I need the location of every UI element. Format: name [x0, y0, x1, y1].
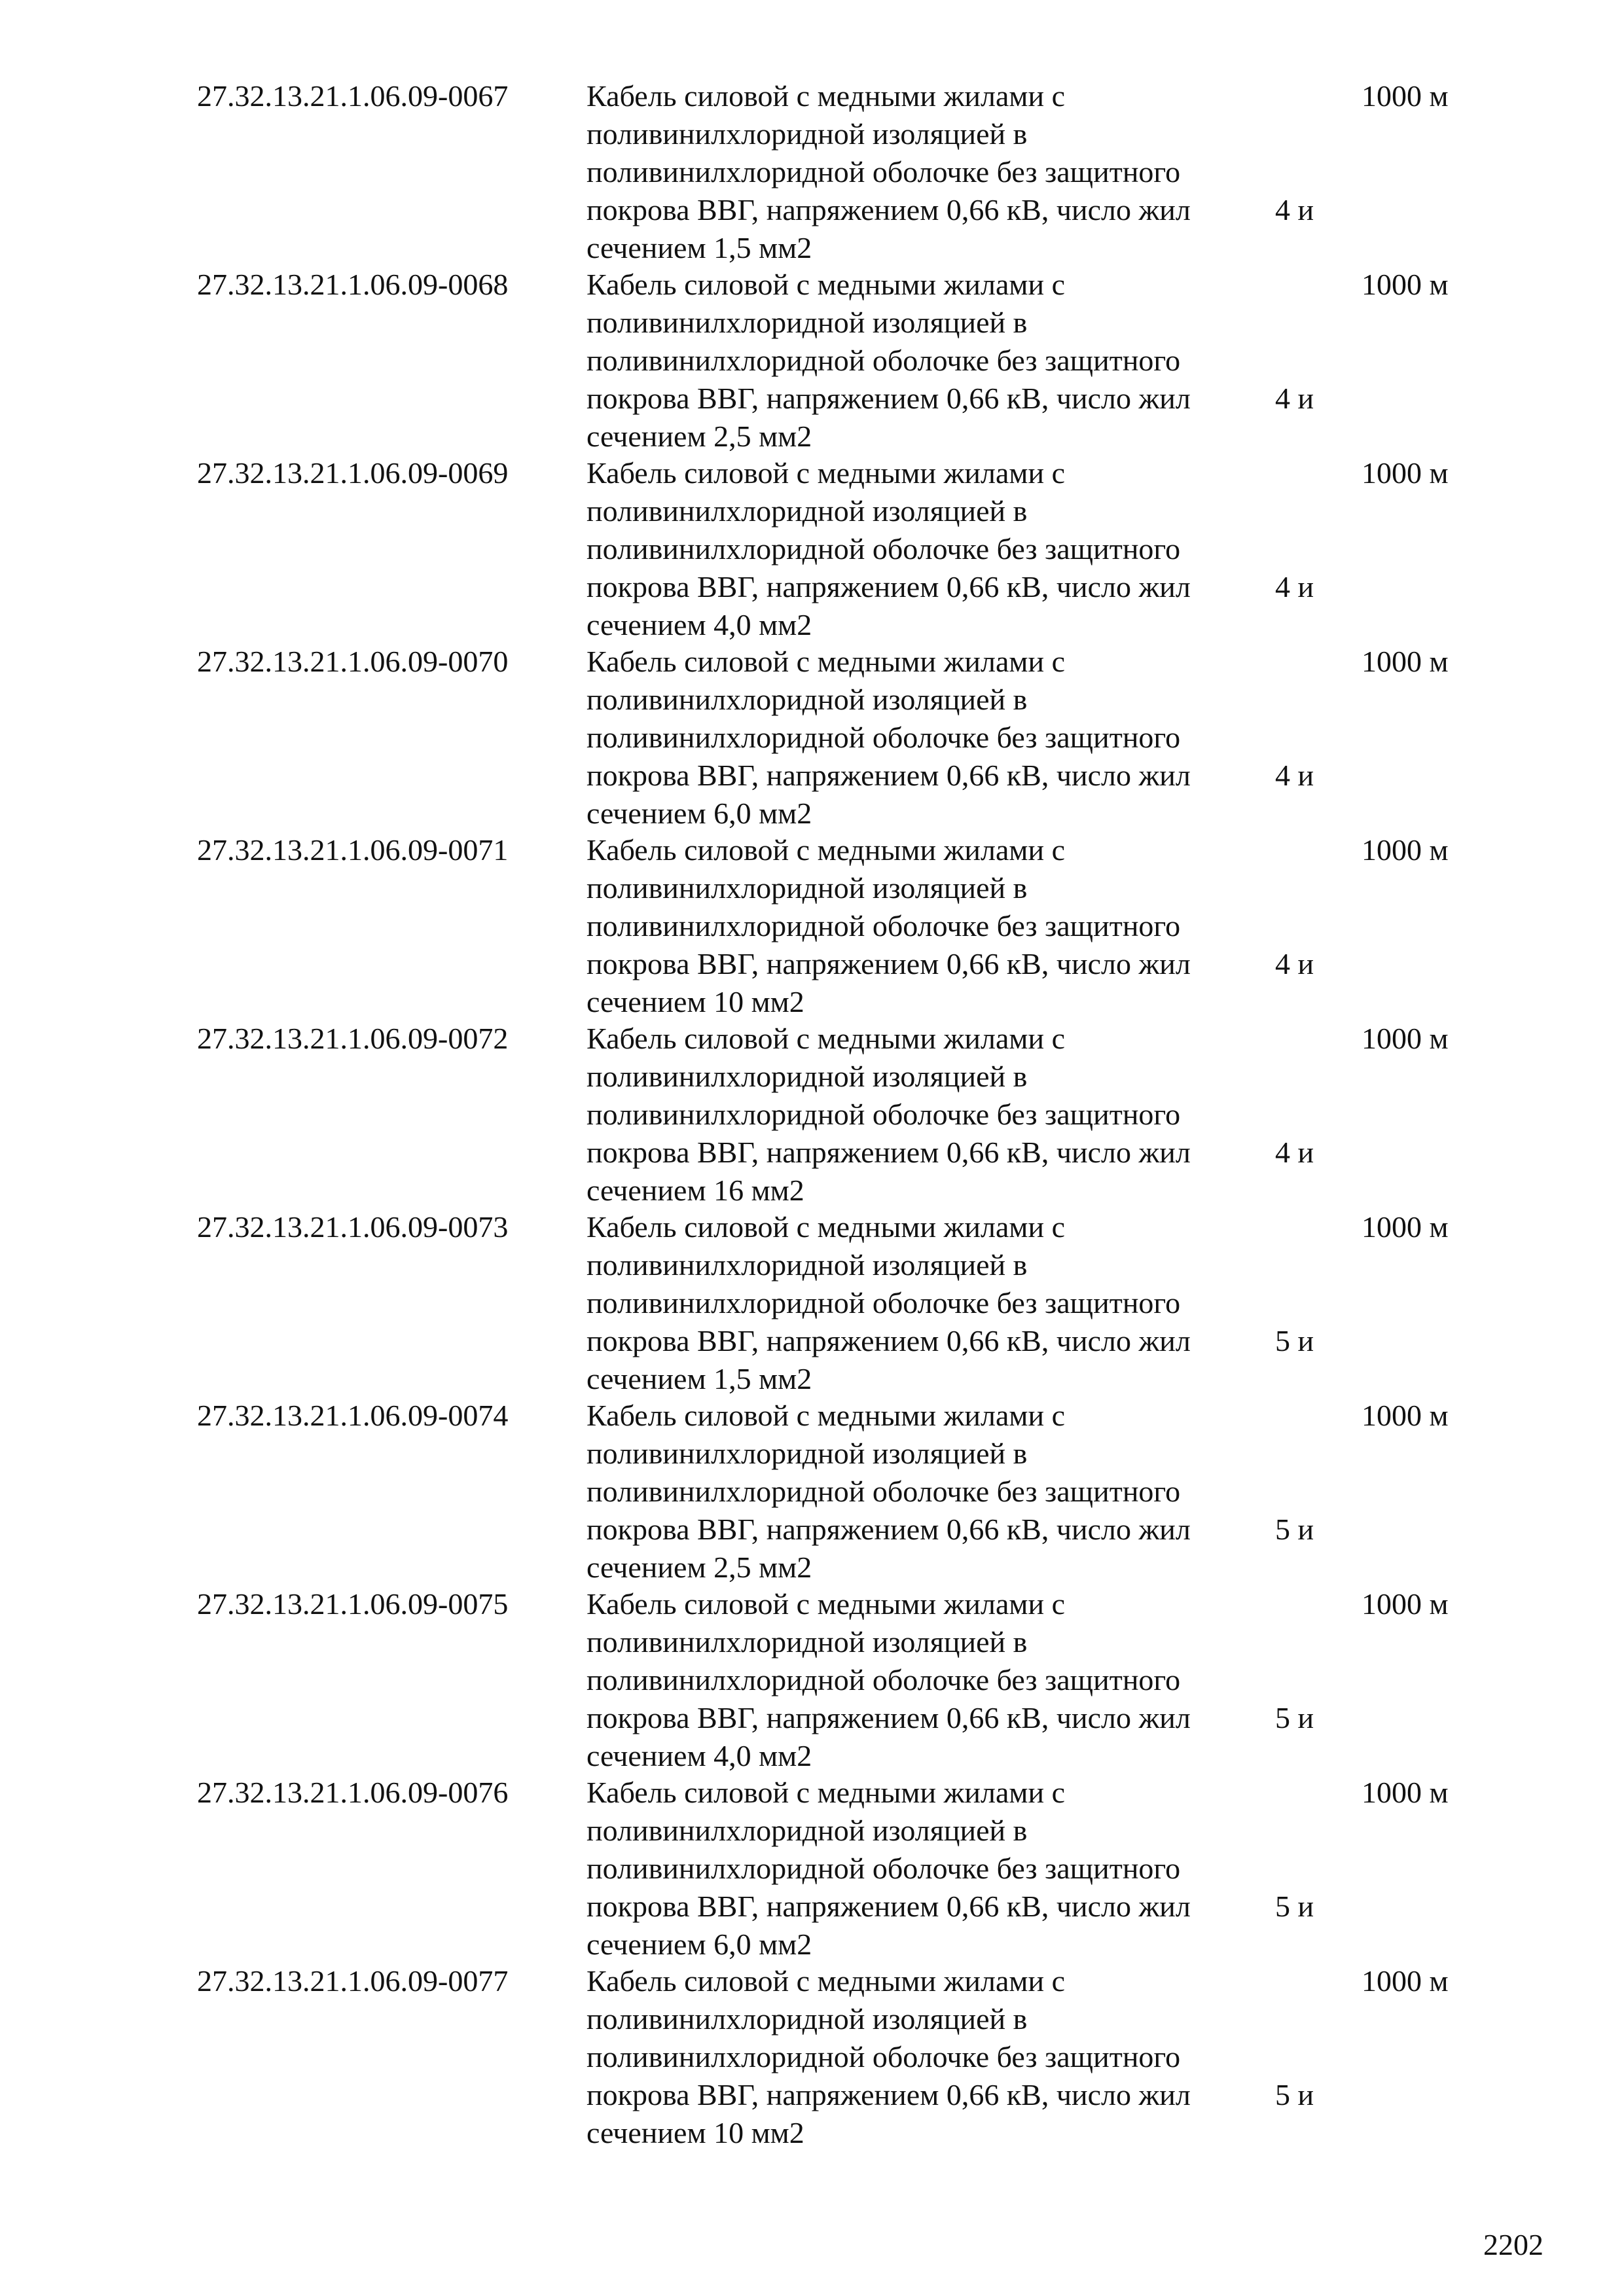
unit-of-measure: 1000 м: [1362, 645, 1449, 678]
resource-description: [586, 266, 1280, 456]
description-line: сечением 10 мм2: [586, 985, 804, 1018]
resource-code: 27.32.13.21.1.06.09-0075: [197, 1587, 509, 1621]
description-line: поливинилхлоридной изоляцией в: [586, 1814, 1028, 1847]
description-line: поливинилхлоридной изоляцией в: [586, 1625, 1028, 1659]
description-line: покрова ВВГ, напряжением 0,66 кВ, число жил: [586, 759, 1191, 792]
resource-description: [586, 77, 1280, 267]
resource-description: [586, 454, 1280, 644]
description-line: покрова ВВГ, напряжением 0,66 кВ, число жил: [586, 193, 1191, 226]
unit-of-measure: 1000 м: [1362, 268, 1449, 301]
core-count: 4 и: [1275, 1136, 1314, 1169]
description-line: покрова ВВГ, напряжением 0,66 кВ, число жил: [586, 1136, 1191, 1169]
unit-of-measure: 1000 м: [1362, 1399, 1449, 1432]
list-item: [0, 1397, 1624, 1585]
description-line: поливинилхлоридной изоляцией в: [586, 1248, 1028, 1282]
resource-code: 27.32.13.21.1.06.09-0071: [197, 833, 509, 867]
core-count: 4 и: [1275, 947, 1314, 980]
core-count: 4 и: [1275, 382, 1314, 415]
description-line: покрова ВВГ, напряжением 0,66 кВ, число жил: [586, 2078, 1191, 2111]
list-item: [0, 454, 1624, 643]
description-line: Кабель силовой с медными жилами с: [586, 1399, 1066, 1432]
description-line: поливинилхлоридной оболочке без защитного: [586, 721, 1181, 754]
description-line: Кабель силовой с медными жилами с: [586, 645, 1066, 678]
description-line: поливинилхлоридной оболочке без защитного: [586, 2040, 1181, 2073]
resource-code: 27.32.13.21.1.06.09-0072: [197, 1022, 509, 1055]
resource-description: [586, 1962, 1280, 2152]
description-line: покрова ВВГ, напряжением 0,66 кВ, число жил: [586, 1513, 1191, 1546]
description-line: сечением 4,0 мм2: [586, 608, 812, 641]
list-item: [0, 1962, 1624, 2151]
unit-of-measure: 1000 м: [1362, 1022, 1449, 1055]
unit-of-measure: 1000 м: [1362, 79, 1449, 113]
description-line: Кабель силовой с медными жилами с: [586, 79, 1066, 113]
description-line: покрова ВВГ, напряжением 0,66 кВ, число жил: [586, 1324, 1191, 1357]
description-line: Кабель силовой с медными жилами с: [586, 833, 1066, 867]
description-line: сечением 6,0 мм2: [586, 797, 812, 830]
description-line: поливинилхлоридной оболочке без защитного: [586, 1286, 1181, 1319]
core-count: 5 и: [1275, 1701, 1314, 1734]
resource-description: [586, 643, 1280, 833]
description-line: Кабель силовой с медными жилами с: [586, 1964, 1066, 1998]
description-line: поливинилхлоридной оболочке без защитного: [586, 344, 1181, 377]
core-count: 5 и: [1275, 2078, 1314, 2111]
resource-code: 27.32.13.21.1.06.09-0076: [197, 1776, 509, 1809]
resource-code: 27.32.13.21.1.06.09-0068: [197, 268, 509, 301]
description-line: поливинилхлоридной оболочке без защитного: [586, 532, 1181, 565]
description-line: поливинилхлоридной изоляцией в: [586, 2002, 1028, 2036]
description-line: поливинилхлоридной изоляцией в: [586, 1060, 1028, 1093]
description-line: сечением 4,0 мм2: [586, 1739, 812, 1772]
description-line: сечением 6,0 мм2: [586, 1928, 812, 1961]
resource-code: 27.32.13.21.1.06.09-0067: [197, 79, 509, 113]
resource-code: 27.32.13.21.1.06.09-0077: [197, 1964, 509, 1998]
description-line: Кабель силовой с медными жилами с: [586, 1587, 1066, 1621]
unit-of-measure: 1000 м: [1362, 456, 1449, 490]
description-line: сечением 2,5 мм2: [586, 420, 812, 453]
resource-code: 27.32.13.21.1.06.09-0070: [197, 645, 509, 678]
list-item: [0, 77, 1624, 266]
list-item: [0, 1774, 1624, 1962]
description-line: покрова ВВГ, напряжением 0,66 кВ, число жил: [586, 570, 1191, 603]
description-line: поливинилхлоридной изоляцией в: [586, 117, 1028, 151]
resource-description: [586, 1585, 1280, 1775]
page-number: 2202: [1483, 2228, 1543, 2261]
core-count: 5 и: [1275, 1890, 1314, 1923]
description-line: поливинилхлоридной изоляцией в: [586, 1437, 1028, 1470]
description-line: поливинилхлоридной оболочке без защитного: [586, 1852, 1181, 1885]
description-line: покрова ВВГ, напряжением 0,66 кВ, число жил: [586, 947, 1191, 980]
description-line: покрова ВВГ, напряжением 0,66 кВ, число жил: [586, 1890, 1191, 1923]
resource-description: [586, 1208, 1280, 1398]
description-line: поливинилхлоридной оболочке без защитного: [586, 1475, 1181, 1508]
description-line: покрова ВВГ, напряжением 0,66 кВ, число жил: [586, 1701, 1191, 1734]
list-item: [0, 1020, 1624, 1208]
description-line: сечением 10 мм2: [586, 2116, 804, 2149]
list-item: [0, 1585, 1624, 1774]
resource-list: [0, 77, 1624, 2151]
description-line: сечением 2,5 мм2: [586, 1551, 812, 1584]
resource-code: 27.32.13.21.1.06.09-0069: [197, 456, 509, 490]
description-line: Кабель силовой с медными жилами с: [586, 1210, 1066, 1244]
core-count: 4 и: [1275, 759, 1314, 792]
description-line: покрова ВВГ, напряжением 0,66 кВ, число жил: [586, 382, 1191, 415]
description-line: поливинилхлоридной оболочке без защитного: [586, 909, 1181, 942]
resource-description: [586, 1774, 1280, 1964]
description-line: Кабель силовой с медными жилами с: [586, 268, 1066, 301]
description-line: поливинилхлоридной оболочке без защитного: [586, 155, 1181, 188]
unit-of-measure: 1000 м: [1362, 833, 1449, 867]
resource-description: [586, 831, 1280, 1021]
core-count: 5 и: [1275, 1324, 1314, 1357]
description-line: поливинилхлоридной изоляцией в: [586, 494, 1028, 528]
unit-of-measure: 1000 м: [1362, 1776, 1449, 1809]
resource-description: [586, 1020, 1280, 1210]
description-line: поливинилхлоридной оболочке без защитного: [586, 1098, 1181, 1131]
unit-of-measure: 1000 м: [1362, 1210, 1449, 1244]
list-item: [0, 266, 1624, 454]
description-line: поливинилхлоридной оболочке без защитного: [586, 1663, 1181, 1696]
unit-of-measure: 1000 м: [1362, 1964, 1449, 1998]
core-count: 5 и: [1275, 1513, 1314, 1546]
description-line: Кабель силовой с медными жилами с: [586, 1776, 1066, 1809]
resource-code: 27.32.13.21.1.06.09-0074: [197, 1399, 509, 1432]
list-item: [0, 1208, 1624, 1397]
description-line: сечением 16 мм2: [586, 1174, 804, 1207]
description-line: поливинилхлоридной изоляцией в: [586, 683, 1028, 716]
core-count: 4 и: [1275, 570, 1314, 603]
description-line: сечением 1,5 мм2: [586, 231, 812, 264]
description-line: Кабель силовой с медными жилами с: [586, 1022, 1066, 1055]
resource-code: 27.32.13.21.1.06.09-0073: [197, 1210, 509, 1244]
core-count: 4 и: [1275, 193, 1314, 226]
list-item: [0, 831, 1624, 1020]
unit-of-measure: 1000 м: [1362, 1587, 1449, 1621]
resource-description: [586, 1397, 1280, 1587]
description-line: сечением 1,5 мм2: [586, 1362, 812, 1395]
list-item: [0, 643, 1624, 831]
description-line: поливинилхлоридной изоляцией в: [586, 871, 1028, 905]
description-line: поливинилхлоридной изоляцией в: [586, 306, 1028, 339]
description-line: Кабель силовой с медными жилами с: [586, 456, 1066, 490]
